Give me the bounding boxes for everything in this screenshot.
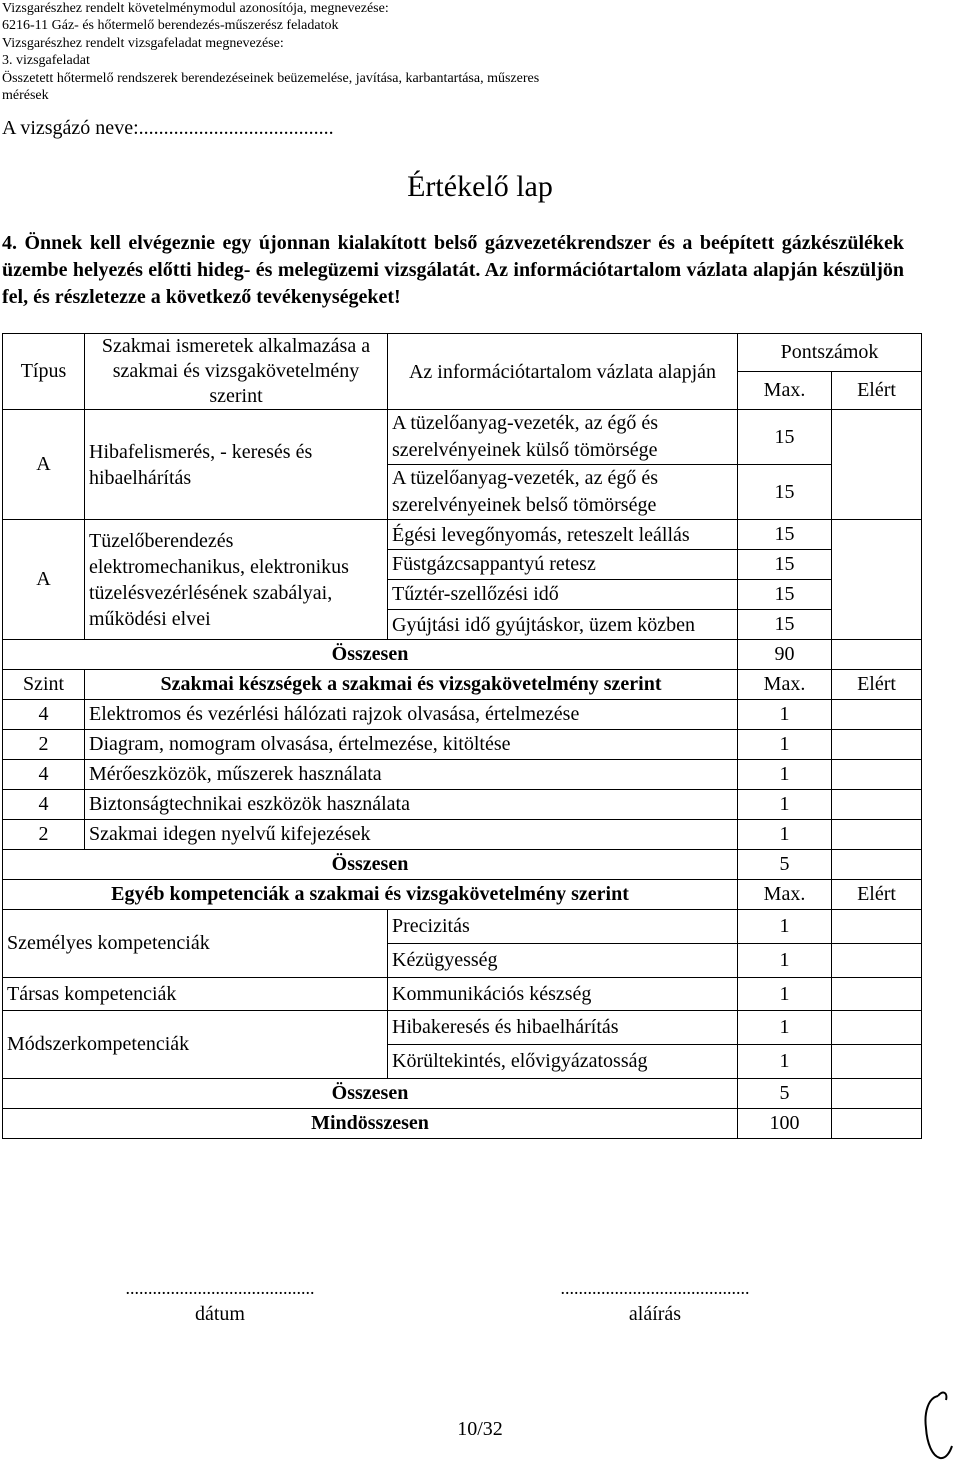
item-cell: Hibakeresés és hibaelhárítás bbox=[388, 1011, 738, 1045]
max-cell: 15 bbox=[738, 465, 832, 520]
table-row bbox=[3, 1011, 922, 1045]
level-cell: 2 bbox=[3, 820, 85, 850]
max-cell: 1 bbox=[738, 1045, 832, 1079]
header-line: Összetett hőtermelő rendszerek berendezéseinek beüzemelése, javítása, karbantartása, műszeres bbox=[2, 70, 540, 86]
level-header: Szint bbox=[3, 670, 85, 700]
handwritten-mark-icon bbox=[918, 1388, 958, 1463]
date-block bbox=[70, 1275, 370, 1327]
max-header: Max. bbox=[738, 670, 832, 700]
level-cell: 4 bbox=[3, 790, 85, 820]
table-row bbox=[3, 520, 922, 550]
table-row bbox=[3, 820, 922, 850]
max-cell: 15 bbox=[738, 580, 832, 610]
table-row bbox=[3, 730, 922, 760]
max-cell: 15 bbox=[738, 610, 832, 640]
achieved-cell bbox=[832, 790, 922, 820]
max-cell: 1 bbox=[738, 730, 832, 760]
item-cell: Kézügyesség bbox=[388, 944, 738, 978]
type-cell: A bbox=[3, 410, 85, 520]
total-row bbox=[3, 640, 922, 670]
achieved-cell bbox=[832, 1045, 922, 1079]
task-description: 4. Önnek kell elvégeznie egy újonnan kialakított belső gázvezetékrendszer és a beépített gázkészülékek üzembe helyezés előtti hideg- és melegüzemi vizsgálatát. Az információtartalom vázlata alapján készüljön fel, és részletezze a következő tevékenységeket! bbox=[2, 232, 904, 308]
item-cell: A tüzelőanyag-vezeték, az égő és szerelvényeinek külső tömörsége bbox=[388, 410, 738, 465]
item-cell: Diagram, nomogram olvasása, értelmezése, kitöltése bbox=[85, 730, 738, 760]
candidate-name-label: A vizsgázó neve:....................................... bbox=[2, 117, 334, 139]
info-header: Az információtartalom vázlata alapján bbox=[388, 334, 738, 410]
header-line: Vizsgarészhez rendelt vizsgafeladat megnevezése: bbox=[2, 35, 284, 51]
item-cell: Precizitás bbox=[388, 910, 738, 944]
header-line: 6216-11 Gáz- és hőtermelő berendezés-műszerész feladatok bbox=[2, 18, 339, 34]
max-cell: 15 bbox=[738, 520, 832, 550]
max-cell: 1 bbox=[738, 760, 832, 790]
topic-cell: Hibafelismerés, - keresés és hibaelhárítás bbox=[85, 410, 388, 520]
signature-block bbox=[505, 1275, 805, 1327]
knowledge-header: Szakmai ismeretek alkalmazása a szakmai és vizsgakövetelmény szerint bbox=[85, 334, 388, 410]
grand-total-value: 100 bbox=[738, 1109, 832, 1139]
table-row bbox=[3, 410, 922, 465]
points-header: Pontszámok bbox=[738, 334, 922, 372]
max-cell: 1 bbox=[738, 978, 832, 1011]
type-header: Típus bbox=[3, 334, 85, 410]
achieved-cell bbox=[832, 910, 922, 944]
total-value: 5 bbox=[738, 1079, 832, 1109]
grand-total-label: Mindösszesen bbox=[3, 1109, 738, 1139]
max-header: Max. bbox=[738, 880, 832, 910]
page-number: 10/32 bbox=[457, 1418, 503, 1440]
achieved-cell bbox=[832, 978, 922, 1011]
document-header bbox=[2, 0, 942, 104]
achieved-cell bbox=[832, 820, 922, 850]
date-dots: .......................................... bbox=[125, 1278, 315, 1298]
skills-header-row bbox=[3, 670, 922, 700]
table-header-row bbox=[3, 334, 922, 372]
total-row bbox=[3, 1079, 922, 1109]
header-line: 3. vizsgafeladat bbox=[2, 53, 90, 69]
method-competencies-label: Módszerkompetenciák bbox=[3, 1011, 388, 1079]
item-cell: Elektromos és vezérlési hálózati rajzok olvasása, értelmezése bbox=[85, 700, 738, 730]
table-row bbox=[3, 910, 922, 944]
total-label: Összesen bbox=[3, 850, 738, 880]
max-cell: 1 bbox=[738, 1011, 832, 1045]
max-cell: 1 bbox=[738, 944, 832, 978]
achieved-header: Elért bbox=[832, 372, 922, 410]
social-competencies-label: Társas kompetenciák bbox=[3, 978, 388, 1011]
other-header-row bbox=[3, 880, 922, 910]
total-value: 90 bbox=[738, 640, 832, 670]
achieved-cell bbox=[832, 640, 922, 670]
achieved-cell bbox=[832, 520, 922, 640]
topic-cell: Tüzelőberendezés elektromechanikus, elektronikus tüzelésvezérlésének szabályai, működési elvei bbox=[85, 520, 388, 640]
evaluation-table bbox=[2, 333, 922, 1139]
item-cell: Mérőeszközök, műszerek használata bbox=[85, 760, 738, 790]
date-label: dátum bbox=[195, 1303, 245, 1325]
signature-label: aláírás bbox=[628, 1303, 682, 1325]
achieved-cell bbox=[832, 730, 922, 760]
personal-competencies-label: Személyes kompetenciák bbox=[3, 910, 388, 978]
level-cell: 2 bbox=[3, 730, 85, 760]
achieved-cell bbox=[832, 1011, 922, 1045]
total-row bbox=[3, 850, 922, 880]
max-cell: 1 bbox=[738, 700, 832, 730]
item-cell: Tűztér-szellőzési idő bbox=[388, 580, 738, 610]
achieved-cell bbox=[832, 410, 922, 520]
max-cell: 1 bbox=[738, 910, 832, 944]
grand-total-row bbox=[3, 1109, 922, 1139]
item-cell: Kommunikációs készség bbox=[388, 978, 738, 1011]
table-row bbox=[3, 700, 922, 730]
achieved-header: Elért bbox=[832, 670, 922, 700]
total-value: 5 bbox=[738, 850, 832, 880]
item-cell: Égési levegőnyomás, reteszelt leállás bbox=[388, 520, 738, 550]
item-cell: Gyújtási idő gyújtáskor, üzem közben bbox=[388, 610, 738, 640]
max-cell: 1 bbox=[738, 790, 832, 820]
item-cell: A tüzelőanyag-vezeték, az égő és szerelvényeinek belső tömörsége bbox=[388, 465, 738, 520]
level-cell: 4 bbox=[3, 700, 85, 730]
item-cell: Füstgázcsappantyú retesz bbox=[388, 550, 738, 580]
type-cell: A bbox=[3, 520, 85, 640]
item-cell: Szakmai idegen nyelvű kifejezések bbox=[85, 820, 738, 850]
header-line: mérések bbox=[2, 88, 49, 104]
header-line: Vizsgarészhez rendelt követelménymodul azonosítója, megnevezése: bbox=[2, 1, 389, 16]
achieved-cell bbox=[832, 760, 922, 790]
achieved-cell bbox=[832, 700, 922, 730]
achieved-header: Elért bbox=[832, 880, 922, 910]
table-row bbox=[3, 790, 922, 820]
max-cell: 1 bbox=[738, 820, 832, 850]
total-label: Összesen bbox=[3, 640, 738, 670]
other-header: Egyéb kompetenciák a szakmai és vizsgakövetelmény szerint bbox=[3, 880, 738, 910]
item-cell: Körültekintés, elővigyázatosság bbox=[388, 1045, 738, 1079]
achieved-cell bbox=[832, 1109, 922, 1139]
achieved-cell bbox=[832, 1079, 922, 1109]
max-cell: 15 bbox=[738, 550, 832, 580]
page-title: Értékelő lap bbox=[407, 170, 553, 203]
skills-header: Szakmai készségek a szakmai és vizsgakövetelmény szerint bbox=[85, 670, 738, 700]
total-label: Összesen bbox=[3, 1079, 738, 1109]
max-header: Max. bbox=[738, 372, 832, 410]
level-cell: 4 bbox=[3, 760, 85, 790]
achieved-cell bbox=[832, 850, 922, 880]
item-cell: Biztonságtechnikai eszközök használata bbox=[85, 790, 738, 820]
table-row bbox=[3, 978, 922, 1011]
signature-dots: .......................................... bbox=[560, 1278, 750, 1298]
achieved-cell bbox=[832, 944, 922, 978]
table-row bbox=[3, 760, 922, 790]
max-cell: 15 bbox=[738, 410, 832, 465]
